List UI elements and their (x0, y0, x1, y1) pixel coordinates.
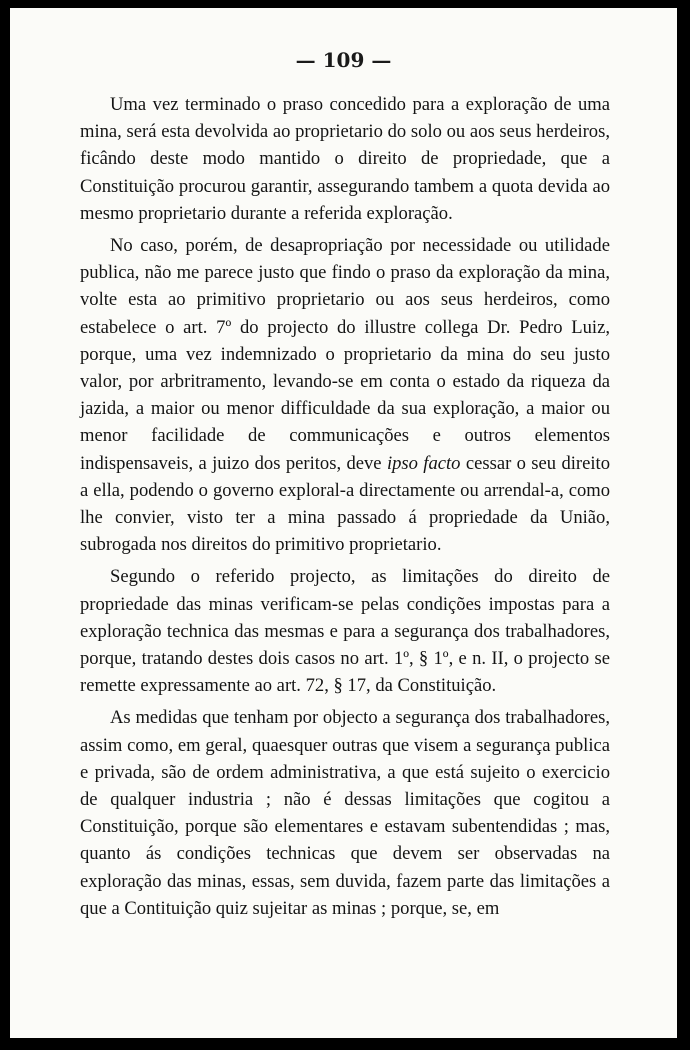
paragraph-1-text: Uma vez terminado o praso concedido para a exploração de uma mina, será esta devolvida ao proprietario do solo ou aos seus herdeiros, ficândo deste modo mantido o direito de propriedade, que a Constituição procurou garantir, assegurando tambem a quota devida ao mesmo proprietario durante a referida exploração. (80, 94, 610, 224)
paragraph-4 (80, 704, 610, 922)
paragraph-1 (80, 91, 610, 227)
document-page (10, 8, 677, 1038)
paragraph-3-text: Segundo o referido projecto, as limitações do direito de propriedade das minas verificam-se pelas condições impostas para a exploração technica das mesmas e para a segurança dos trabalhadores, porque, tratando destes dois casos no art. 1º, § 1º, e n. II, o projecto se remette expressamente ao art. 72, § 17, da Constituição. (80, 566, 610, 697)
paragraph-4-text: As medidas que tenham por objecto a segurança dos trabalhadores, assim como, em geral, quaesquer outras que visem a segurança publica e privada, são de ordem administrativa, a que está sujeito o exercicio de qualquer industria ; não é dessas limitações que cogitou a Constituição, porque são elementares e estavam subentendidas ; mas, quanto ás condições technicas que devem ser observadas na exploração das minas, essas, sem duvida, fazem parte das limitações a que a Contituição quiz sujeitar as minas ; porque, se, em (80, 707, 610, 919)
paragraph-2-text-start: No caso, porém, de desapropriação por necessidade ou utilidade publica, não me parece justo que findo o praso da exploração da mina, volte esta ao primitivo proprietario ou aos seus herdeiros, como estabelece o art. 7º do projecto do illustre collega Dr. Pedro Luiz, porque, uma vez indemnizado o proprietario da mina do seu justo valor, por arbritramento, levando-se em conta o estado da riqueza da jazida, a maior ou menor difficuldade da sua exploração, a maior ou menor facilidade de communicações e outros elementos indispensaveis, a juizo dos peritos, deve (80, 235, 610, 474)
paragraph-2-italic-phrase: ipso facto (386, 452, 461, 474)
body-text (80, 91, 610, 927)
paragraph-3 (80, 563, 610, 699)
paragraph-2-text-end: cessar o seu direito a ella, podendo o governo exploral-a directamente ou arrendal-a, como lhe convier, visto ter a mina passado á propriedade da União, subrogada nos direitos do primitivo proprietario. (80, 452, 610, 556)
page-number: — 109 — (295, 48, 392, 72)
paragraph-2 (80, 232, 610, 558)
